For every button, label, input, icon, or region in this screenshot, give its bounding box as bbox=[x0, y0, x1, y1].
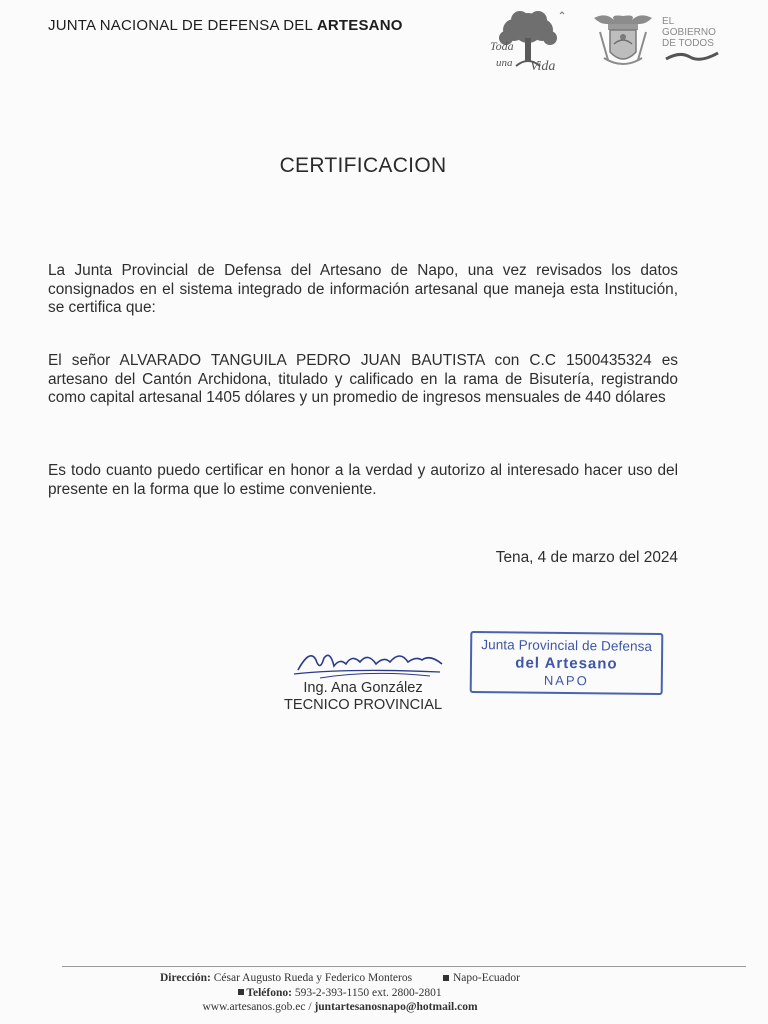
organization-name-prefix: JUNTA NACIONAL DE DEFENSA DEL bbox=[48, 17, 317, 34]
phone-label: Teléfono: bbox=[246, 986, 292, 999]
gov-logo-line-1: EL bbox=[662, 16, 675, 27]
bullet-square-icon bbox=[443, 975, 449, 981]
footer bbox=[60, 971, 620, 1015]
footer-website[interactable]: www.artesanos.gob.ec bbox=[202, 1001, 306, 1013]
gobierno-de-todos-logo bbox=[662, 16, 724, 72]
footer-email[interactable]: juntartesanosnapo@hotmail.com bbox=[314, 1001, 478, 1013]
signature-block bbox=[270, 680, 456, 714]
address-value: César Augusto Rueda y Federico Monteros bbox=[213, 972, 413, 984]
document-title: CERTIFICACION bbox=[279, 154, 447, 177]
signer-role: TECNICO PROVINCIAL bbox=[283, 697, 443, 713]
footer-divider bbox=[62, 966, 746, 967]
signer-name: Ing. Ana González bbox=[303, 680, 423, 696]
toda-una-vida-logo bbox=[486, 8, 570, 76]
organization-name-bold: ARTESANO bbox=[316, 17, 403, 34]
footer-phone-line bbox=[60, 986, 620, 1001]
organization-name bbox=[48, 17, 403, 34]
bullet-square-icon bbox=[238, 989, 244, 995]
document-date: Tena, 4 de marzo del 2024 bbox=[495, 549, 678, 566]
phone-value: 593-2-393-1150 ext. 2800-2801 bbox=[294, 986, 442, 999]
paragraph-intro: La Junta Provincial de Defensa del Artesano de Napo, una vez revisados los datos consignados en el sistema integrado de información artesanal que maneja esta Institución, se certifica que: bbox=[48, 262, 678, 316]
paragraph-closing: Es todo cuanto puedo certificar en honor a la verdad y autorizo al interesado hacer uso del presente en la forma que lo estime conveniente. bbox=[48, 462, 678, 498]
gov-logo-line-2: GOBIERNO bbox=[662, 27, 716, 38]
stamp-line-2: del Artesano bbox=[515, 654, 618, 673]
handwritten-signature bbox=[290, 640, 450, 682]
gov-logo-line-3: DE TODOS bbox=[662, 38, 714, 49]
stamp-line-1: Junta Provincial de Defensa bbox=[481, 637, 653, 654]
address-label: Dirección: bbox=[159, 972, 211, 984]
footer-separator: / bbox=[308, 1001, 312, 1013]
logo-text-toda: Toda bbox=[490, 39, 514, 53]
logo-text-vida: Vida bbox=[530, 59, 556, 74]
official-stamp bbox=[470, 631, 664, 695]
footer-location: Napo-Ecuador bbox=[452, 972, 521, 984]
gov-logo-swoosh-icon bbox=[662, 49, 722, 63]
paragraph-certification-details: El señor ALVARADO TANGUILA PEDRO JUAN BAUTISTA con C.C 1500435324 es artesano del Cantón Archidona, titulado y calificado en la rama de Bisutería, registrando como capital artesanal 1405 dólares y un promedio de ingresos mensuales de 440 dólares bbox=[48, 352, 678, 406]
footer-web-line bbox=[60, 1000, 620, 1015]
ecuador-coat-of-arms-icon bbox=[590, 10, 656, 72]
logo-text-una: una bbox=[496, 57, 513, 69]
stamp-line-3: NAPO bbox=[543, 672, 589, 689]
footer-address-line bbox=[60, 971, 620, 986]
